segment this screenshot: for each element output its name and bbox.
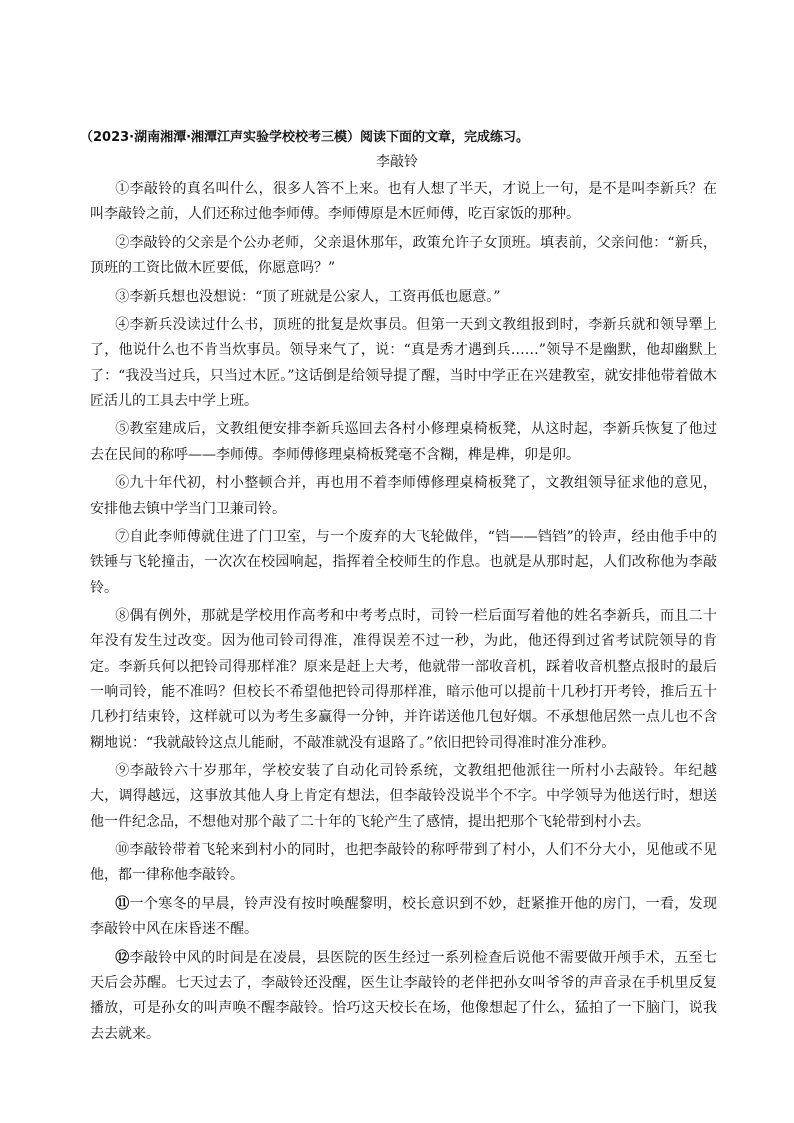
article-body (90, 177, 717, 1050)
paragraph-text: 李敲铃六十岁那年，学校安装了自动化司铃系统，文教组把他派往一所村小去敲铃。年纪越大，调得越远，这事放其他人身上肯定有想法，但李敲铃没说半个不字。中学领导为他送行时，想送他一件纪念品，不想他对那个敲了二十年的飞轮产生了感情，提出把那个飞轮带到村小去。 (90, 763, 718, 830)
paragraph-text: 李新兵没读过什么书，顶班的批复是炊事员。但第一天到文教组报到时，李新兵就和领导犟上了，他说什么也不肯当炊事员。领导来气了，说：“真是秀才遇到兵……”领导不是幽默，他却幽默上了：“我没当过兵，只当过木匠。”这话倒是给领导提了醒，当时中学正在兴建教室，就安排他带着做木匠活儿的工具去中学上班。 (90, 317, 718, 409)
paragraph-number: ⑦ (115, 528, 130, 545)
paragraph-text: 李敲铃带着飞轮来到村小的同时，也把李敲铃的称呼带到了村小，人们不分大小，见他或不见他，都一律称他李敲铃。 (90, 842, 718, 884)
paragraph-number: ① (115, 181, 130, 197)
paragraph-number: ⑥ (115, 475, 130, 492)
paragraph-number: ⑪ (115, 895, 130, 912)
paragraph (90, 604, 717, 756)
article-title: 李敲铃 (376, 154, 418, 170)
paragraph-text: 九十年代初，村小整顿合并，再也用不着李师傅修理桌椅板凳了，文教组领导征求他的意见，安排他去镇中学当门卫兼司铃。 (90, 475, 718, 517)
paragraph (90, 177, 717, 228)
paragraph (90, 892, 717, 943)
paragraph-text: 李敲铃的真名叫什么，很多人答不上来。也有人想了半天，才说上一句，是不是叫李新兵？在叫李敲铃之前，人们还称过他李师傅。李师傅原是木匠师傅，吃百家饭的那种。 (90, 181, 718, 223)
paragraph (90, 285, 717, 310)
paragraph-text: 教室建成后，文教组便安排李新兵巡回去各村小修理桌椅板凳，从这时起，李新兵恢复了他过去在民间的称呼——李师傅。李师傅修理桌椅板凳毫不含糊，榫是榫，卯是卯。 (90, 421, 718, 463)
paragraph-text: 李敲铃中风的时间是在凌晨，县医院的医生经过一系列检查后说他不需要做开颅手术，五至七天后会苏醒。七天过去了，李敲铃还没醒，医生让李敲铃的老伴把孙女叫爷爷的声音录在手机里反复播放，可是孙女的叫声唤不醒李敲铃。恰巧这天校长在场，他像想起了什么，猛拍了一下脑门，说我去去就来。 (90, 949, 718, 1042)
paragraph-text: 李敲铃的父亲是个公办老师，父亲退休那年，政策允许子女顶班。填表前，父亲问他：“新兵，顶班的工资比做木匠要低，你愿意吗？” (90, 234, 718, 277)
paragraph-number: ⑨ (115, 763, 130, 780)
paragraph (90, 471, 717, 522)
paragraph-text: 李新兵想也没想说：“顶了班就是公家人，工资再低也愿意。” (129, 288, 501, 305)
paragraph-number: ② (115, 234, 130, 251)
paragraph-number: ⑫ (115, 949, 130, 966)
paragraph-number: ⑧ (115, 608, 130, 625)
paragraph (90, 946, 717, 1047)
paragraph-text: 偶有例外，那就是学校用作高考和中考考点时，司铃一栏后面写着他的姓名李新兵，而且二十年没有发生过改变。因为他司铃司得准，准得误差不过一秒，为此，他还得到过省考试院领导的肯定。李新兵何以把铃司得那样准？原来是赶上大考，他就带一部收音机，踩着收音机整点报时的最后一响司铃，能不准吗？但校长不希望他把铃司得那样准，暗示他可以提前十几秒打开考铃，推后五十几秒打结束铃，这样就可以为考生多赢得一分钟，并许诺送他几包好烟。不承想他居然一点儿也不含糊地说：“我就敲铃这点儿能耐，不敲准就没有退路了。”依旧把铃司得准时准分准秒。 (90, 608, 718, 751)
paragraph (90, 231, 717, 282)
paragraph (90, 417, 717, 468)
paragraph-text: 一个寒冬的早晨，铃声没有按时唤醒黎明，校长意识到不妙，赶紧推开他的房门，一看，发现李敲铃中风在床昏迷不醒。 (90, 895, 718, 938)
question-header: （2023·湖南湘潭·湘潭江声实验学校校考三模）阅读下面的文章，完成练习。 (80, 130, 530, 145)
paragraph-number: ⑤ (115, 421, 130, 438)
paragraph-number: ⑩ (115, 842, 130, 859)
paragraph (90, 313, 717, 414)
paragraph-number: ③ (115, 288, 130, 305)
paragraph-text: 自此李师傅就住进了门卫室，与一个废弃的大飞轮做伴，“铛——铛铛”的铃声，经由他手中的铁锤与飞轮撞击，一次次在校园响起，指挥着全校师生的作息。也就是从那时起，人们改称他为李敲铃。 (90, 528, 718, 596)
paragraph (90, 759, 717, 835)
paragraph (90, 525, 717, 601)
paragraph (90, 838, 717, 889)
paragraph-number: ④ (115, 317, 130, 334)
